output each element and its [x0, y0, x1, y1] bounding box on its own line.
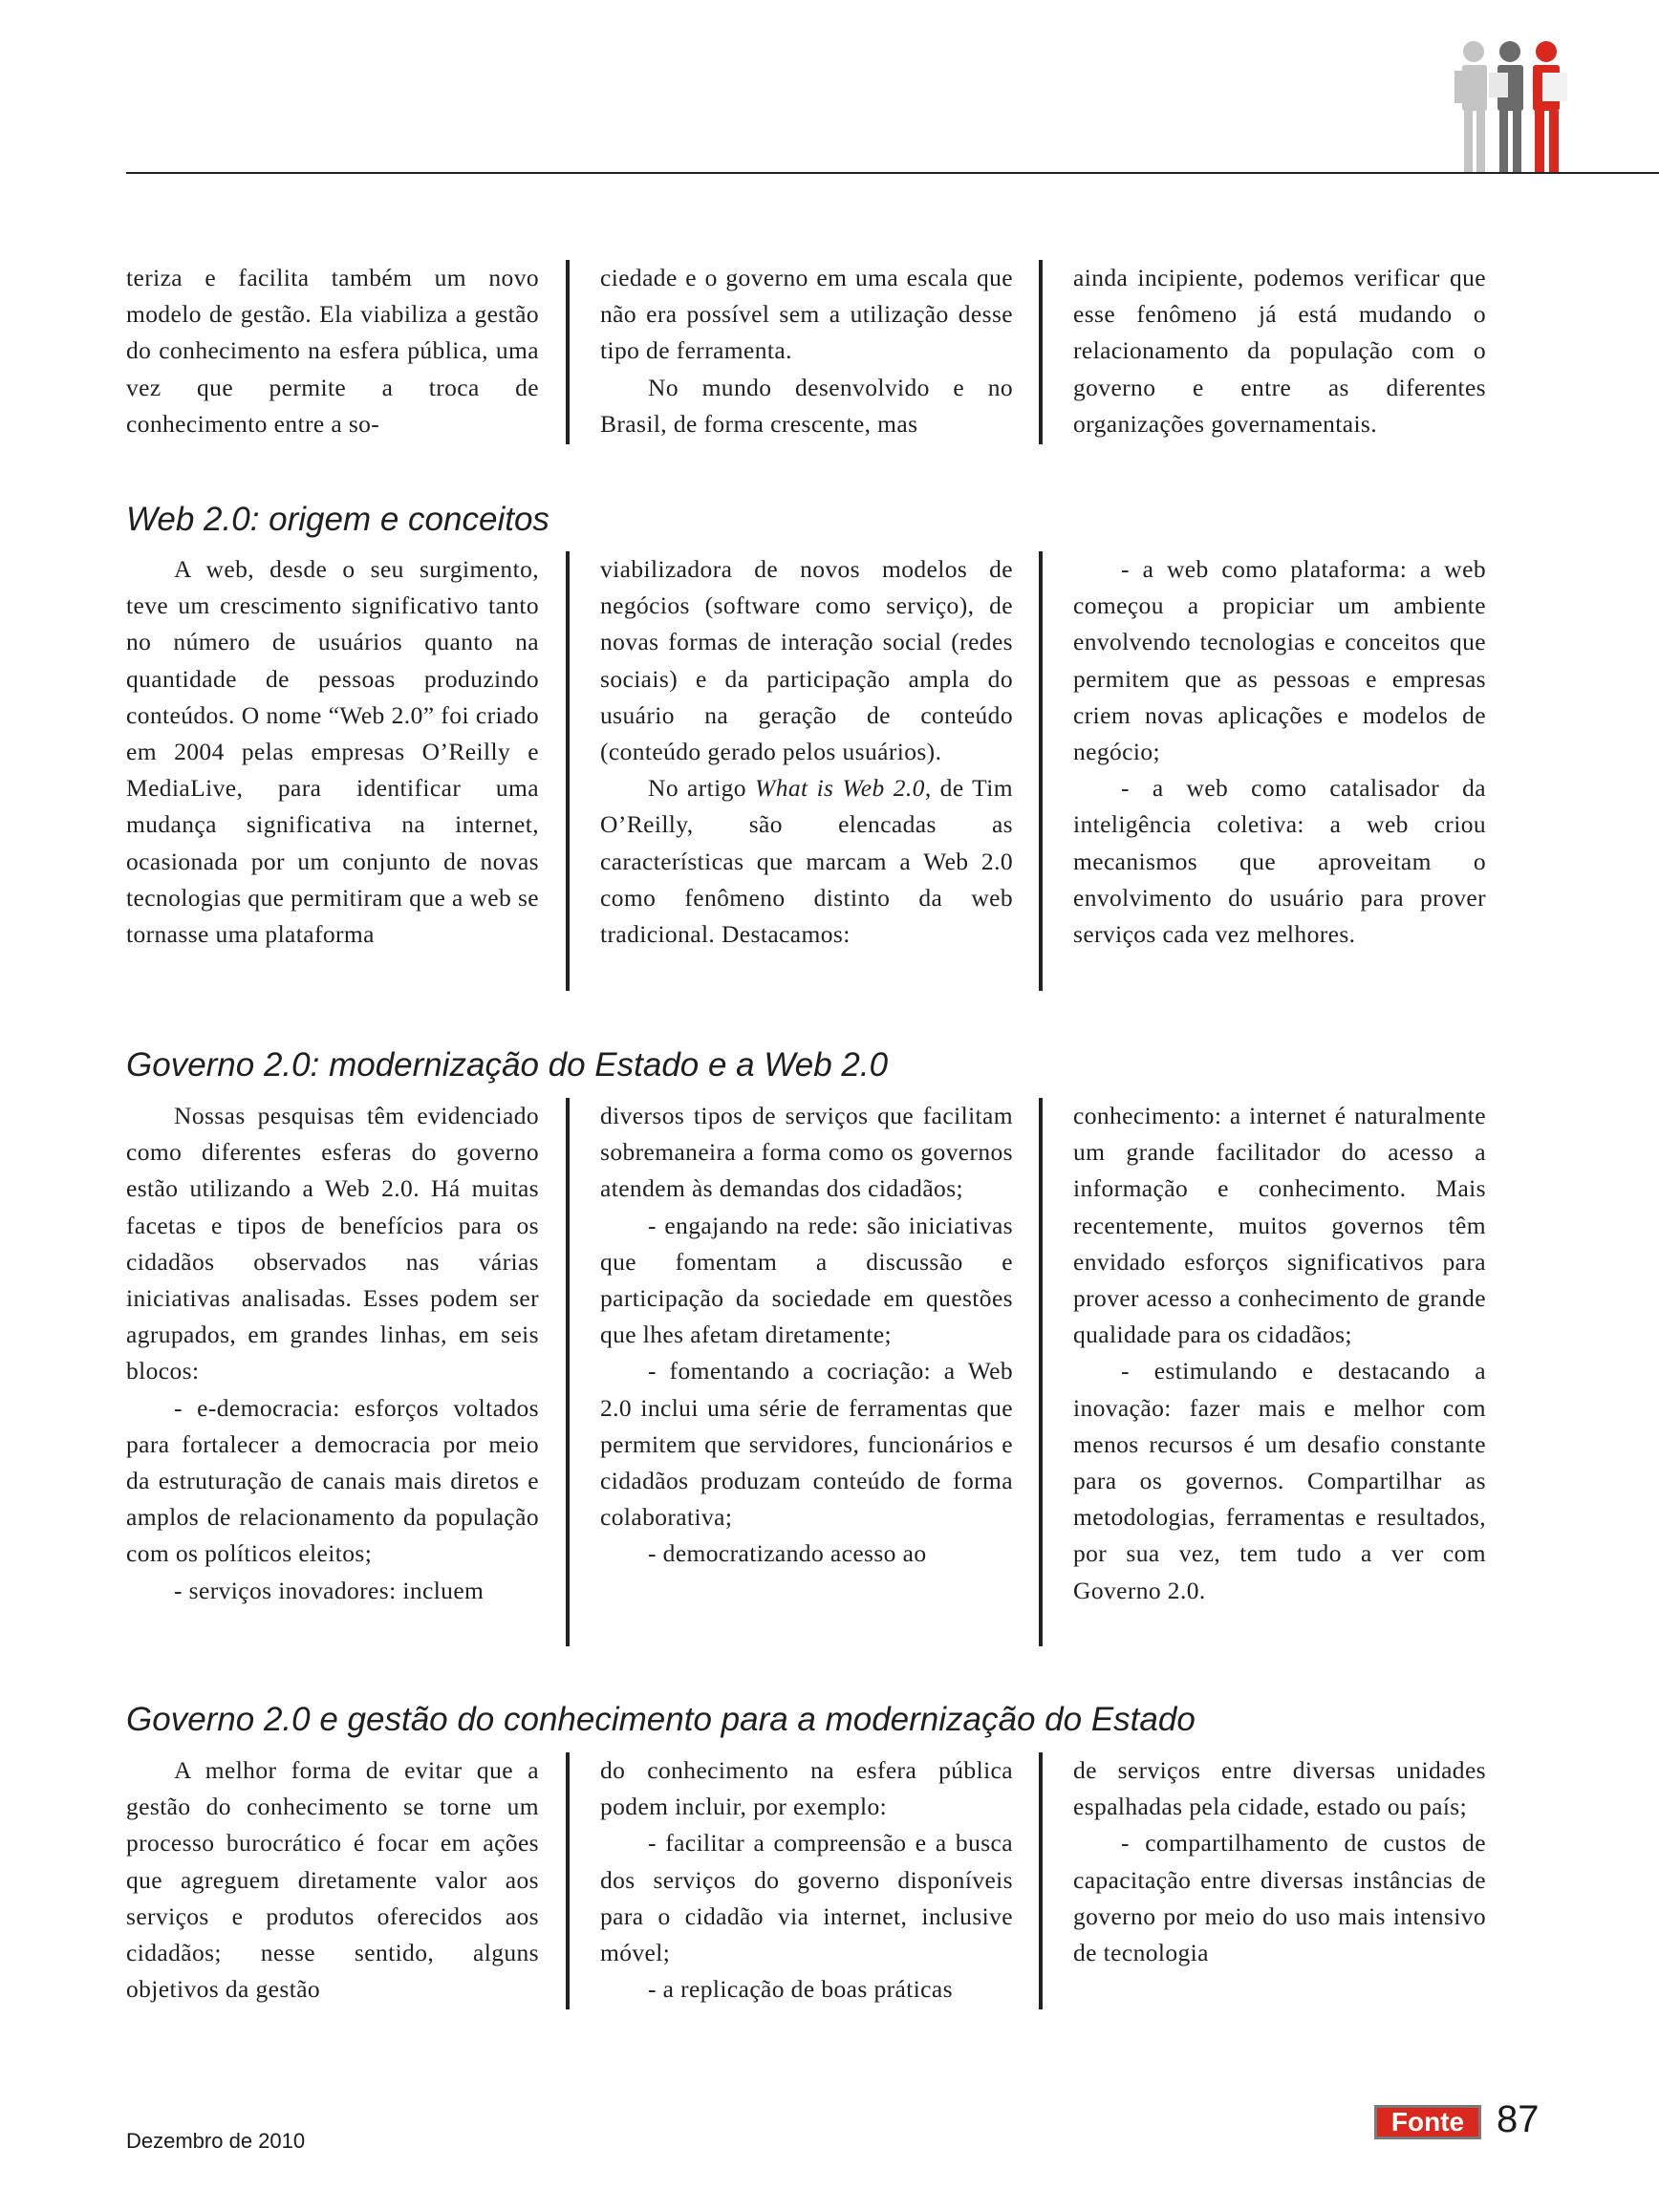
column-divider [1039, 1098, 1043, 1646]
fonte-logo: Fonte [1374, 2105, 1481, 2139]
column-3 [1073, 1752, 1486, 1971]
intro-column-2 [600, 260, 1013, 442]
column-divider [566, 1752, 570, 2009]
paragraph: - facilitar a compreensão e a busca dos serviços do governo disponíveis para o cidadão via internet, inclusive móvel; [600, 1829, 1013, 1967]
column-divider [1039, 260, 1043, 444]
paragraph: A melhor forma de evitar que a gestão do conhecimento se torne um processo burocrático é focar em ações que agreguem diretamente valor aos serviços e produtos oferecidos aos cidadãos; nesse sentido, alguns objetivos da gestão [126, 1756, 539, 2004]
column-divider [566, 1098, 570, 1646]
article-title: What is Web 2.0 [755, 774, 925, 803]
paragraph: - democratizando acesso ao [648, 1539, 927, 1568]
column-1 [126, 1098, 539, 1609]
column-3 [1073, 1098, 1486, 1609]
page-number: 87 [1497, 2098, 1540, 2140]
paragraph: - a web como plataforma: a web começou a propiciar um ambiente envolvendo tecnologias e conceitos que permitem que as pessoas e empresas criem novas aplicações e modelos de negócio; [1073, 555, 1486, 766]
column-2 [600, 551, 1013, 953]
section-web20 [126, 551, 1488, 991]
paragraph: Nossas pesquisas têm evidenciado como diferentes esferas do governo estão utilizando a Web 2.0. Há muitas facetas e tipos de benefícios para os cidadãos observados nas várias iniciativas analisadas. Esses podem ser agrupados, em grandes linhas, em seis blocos: [126, 1102, 539, 1385]
paragraph: viabilizadora de novos modelos de negócios (software como serviço), de novas formas de interação social (redes sociais) e da participação ampla do usuário na geração de conteúdo (conteúdo gerado pelos usuários). [600, 555, 1013, 766]
column-1 [126, 551, 539, 953]
column-divider [566, 551, 570, 991]
column-2 [600, 1752, 1013, 2008]
people-figures-icon [1451, 40, 1584, 176]
paragraph: de serviços entre diversas unidades espalhadas pela cidade, estado ou país; [1073, 1756, 1486, 1821]
paragraph: conhecimento: a internet é naturalmente um grande facilitador do acesso a informação e conhecimento. Mais recentemente, muitos governos têm envidado esforços significativos para prover acesso a conhecimento de grande qualidade para os cidadãos; [1073, 1102, 1486, 1349]
section-gestao [126, 1752, 1488, 2009]
intro-column-1 [126, 260, 539, 442]
paragraph: ciedade e o governo em uma escala que não era possível sem a utilização desse tipo de ferramenta. [600, 264, 1013, 365]
section-title-governo20: Governo 2.0: modernização do Estado e a Web 2.0 [126, 1046, 889, 1084]
column-3 [1073, 551, 1486, 953]
paragraph: - serviços inovadores: incluem [174, 1576, 485, 1604]
paragraph: teriza e facilita também um novo modelo de gestão. Ela viabiliza a gestão do conhecimento na esfera pública, uma vez que permite a troca de conhecimento entre a so- [126, 264, 539, 438]
header-rule [126, 172, 1659, 174]
paragraph: diversos tipos de serviços que facilitam sobremaneira a forma como os governos atendem às demandas dos cidadãos; [600, 1102, 1013, 1203]
column-divider [1039, 551, 1043, 991]
intro-column-3 [1073, 260, 1486, 442]
paragraph: - a web como catalisador da inteligência coletiva: a web criou mecanismos que aproveitam o envolvimento do usuário para prover serviços cada vez melhores. [1073, 774, 1486, 949]
column-2 [600, 1098, 1013, 1573]
section-columns [126, 1752, 1488, 2009]
column-divider [566, 260, 570, 444]
section-governo20 [126, 1098, 1488, 1646]
section-title-web20: Web 2.0: origem e conceitos [126, 501, 549, 538]
paragraph: No mundo desenvolvido e no Brasil, de forma crescente, mas [600, 373, 1013, 438]
intro-block [126, 260, 1488, 444]
section-columns [126, 1098, 1488, 1646]
section-columns [126, 551, 1488, 991]
column-divider [1039, 1752, 1043, 2009]
paragraph: ainda incipiente, podemos verificar que esse fenômeno já está mudando o relacionamento da população com o governo e entre as diferentes organizações governamentais. [1073, 264, 1486, 438]
paragraph: - engajando na rede: são iniciativas que fomentam a discussão e participação da sociedade em questões que lhes afetam diretamente; [600, 1211, 1013, 1349]
text: , de Tim O’Reilly, são elencadas as características que marcam a Web 2.0 como fenômeno distinto da web tradicional. Destacamos: [600, 774, 1013, 949]
footer-date: Dezembro de 2010 [126, 2129, 306, 2153]
text: No artigo [648, 774, 756, 803]
paragraph: do conhecimento na esfera pública podem incluir, por exemplo: [600, 1756, 1013, 1821]
paragraph: - a replicação de boas práticas [648, 1975, 953, 2004]
paragraph: - e-democracia: esforços voltados para fortalecer a democracia por meio da estruturação de canais mais diretos e amplos de relacionamento da população com os políticos eleitos; [126, 1393, 539, 1568]
paragraph: A web, desde o seu surgimento, teve um crescimento significativo tanto no número de usuários quanto na quantidade de pessoas produzindo conteúdos. O nome “Web 2.0” foi criado em 2004 pelas empresas O’Reilly e MediaLive, para identificar uma mudança significativa na internet, ocasionada por um conjunto de novas tecnologias que permitiram que a web se tornasse uma plataforma [126, 555, 539, 949]
intro-columns [126, 260, 1488, 444]
paragraph [600, 770, 1013, 953]
paragraph: - estimulando e destacando a inovação: fazer mais e melhor com menos recursos é um desafio constante para os governos. Compartilhar as metodologias, ferramentas e resultados, por sua vez, tem tudo a ver com Governo 2.0. [1073, 1357, 1486, 1604]
paragraph: - compartilhamento de custos de capacitação entre diversas instâncias de governo por meio do uso mais intensivo de tecnologia [1073, 1829, 1486, 1967]
paragraph: - fomentando a cocriação: a Web 2.0 inclui uma série de ferramentas que permitem que servidores, funcionários e cidadãos produzam conteúdo de forma colaborativa; [600, 1357, 1013, 1532]
column-1 [126, 1752, 539, 2008]
section-title-gestao: Governo 2.0 e gestão do conhecimento para a modernização do Estado [126, 1701, 1196, 1738]
